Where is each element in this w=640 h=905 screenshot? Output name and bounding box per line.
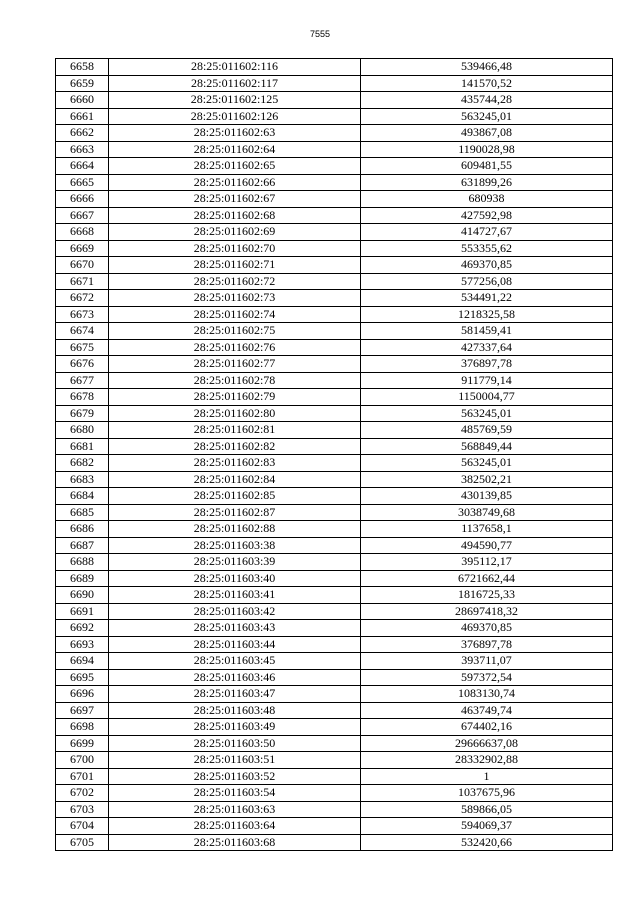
cadastral-number-cell: 28:25:011602:70 <box>109 240 361 257</box>
cadastral-number-cell: 28:25:011603:48 <box>109 702 361 719</box>
cadastral-number-cell: 28:25:011603:46 <box>109 669 361 686</box>
table-row <box>56 471 613 488</box>
table-row <box>56 587 613 604</box>
value-cell: 494590,77 <box>361 537 613 554</box>
value-cell: 376897,78 <box>361 356 613 373</box>
row-number-cell: 6677 <box>56 372 109 389</box>
row-number-cell: 6667 <box>56 207 109 224</box>
value-cell: 376897,78 <box>361 636 613 653</box>
data-table <box>55 58 613 851</box>
value-cell: 1083130,74 <box>361 686 613 703</box>
row-number-cell: 6698 <box>56 719 109 736</box>
table-row <box>56 504 613 521</box>
row-number-cell: 6689 <box>56 570 109 587</box>
row-number-cell: 6670 <box>56 257 109 274</box>
table-row <box>56 108 613 125</box>
row-number-cell: 6673 <box>56 306 109 323</box>
value-cell: 594069,37 <box>361 818 613 835</box>
value-cell: 469370,85 <box>361 620 613 637</box>
table-body <box>56 59 613 851</box>
row-number-cell: 6668 <box>56 224 109 241</box>
row-number-cell: 6661 <box>56 108 109 125</box>
row-number-cell: 6697 <box>56 702 109 719</box>
value-cell: 911779,14 <box>361 372 613 389</box>
value-cell: 28332902,88 <box>361 752 613 769</box>
value-cell: 493867,08 <box>361 125 613 142</box>
table-row <box>56 207 613 224</box>
value-cell: 6721662,44 <box>361 570 613 587</box>
cadastral-number-cell: 28:25:011602:117 <box>109 75 361 92</box>
value-cell: 28697418,32 <box>361 603 613 620</box>
cadastral-number-cell: 28:25:011602:65 <box>109 158 361 175</box>
row-number-cell: 6671 <box>56 273 109 290</box>
row-number-cell: 6672 <box>56 290 109 307</box>
value-cell: 563245,01 <box>361 455 613 472</box>
row-number-cell: 6704 <box>56 818 109 835</box>
row-number-cell: 6662 <box>56 125 109 142</box>
value-cell: 597372,54 <box>361 669 613 686</box>
table-row <box>56 834 613 851</box>
value-cell: 393711,07 <box>361 653 613 670</box>
cadastral-number-cell: 28:25:011602:73 <box>109 290 361 307</box>
table-row <box>56 554 613 571</box>
table-row <box>56 372 613 389</box>
table-row <box>56 686 613 703</box>
table-row <box>56 537 613 554</box>
cadastral-number-cell: 28:25:011602:72 <box>109 273 361 290</box>
cadastral-number-cell: 28:25:011603:44 <box>109 636 361 653</box>
cadastral-number-cell: 28:25:011602:66 <box>109 174 361 191</box>
row-number-cell: 6691 <box>56 603 109 620</box>
cadastral-number-cell: 28:25:011603:50 <box>109 735 361 752</box>
value-cell: 141570,52 <box>361 75 613 92</box>
cadastral-number-cell: 28:25:011602:126 <box>109 108 361 125</box>
table-row <box>56 174 613 191</box>
cadastral-number-cell: 28:25:011602:88 <box>109 521 361 538</box>
cadastral-number-cell: 28:25:011603:42 <box>109 603 361 620</box>
cadastral-number-cell: 28:25:011602:68 <box>109 207 361 224</box>
row-number-cell: 6665 <box>56 174 109 191</box>
value-cell: 581459,41 <box>361 323 613 340</box>
cadastral-number-cell: 28:25:011602:63 <box>109 125 361 142</box>
cadastral-number-cell: 28:25:011602:84 <box>109 471 361 488</box>
value-cell: 563245,01 <box>361 405 613 422</box>
cadastral-number-cell: 28:25:011602:64 <box>109 141 361 158</box>
cadastral-number-cell: 28:25:011602:79 <box>109 389 361 406</box>
row-number-cell: 6701 <box>56 768 109 785</box>
row-number-cell: 6695 <box>56 669 109 686</box>
value-cell: 469370,85 <box>361 257 613 274</box>
value-cell: 427337,64 <box>361 339 613 356</box>
value-cell: 382502,21 <box>361 471 613 488</box>
value-cell: 3038749,68 <box>361 504 613 521</box>
value-cell: 534491,22 <box>361 290 613 307</box>
table-row <box>56 257 613 274</box>
value-cell: 674402,16 <box>361 719 613 736</box>
row-number-cell: 6705 <box>56 834 109 851</box>
row-number-cell: 6703 <box>56 801 109 818</box>
table-row <box>56 669 613 686</box>
row-number-cell: 6676 <box>56 356 109 373</box>
table-row <box>56 702 613 719</box>
value-cell: 1218325,58 <box>361 306 613 323</box>
value-cell: 463749,74 <box>361 702 613 719</box>
value-cell: 1150004,77 <box>361 389 613 406</box>
cadastral-number-cell: 28:25:011602:74 <box>109 306 361 323</box>
cadastral-number-cell: 28:25:011602:116 <box>109 59 361 76</box>
value-cell: 553355,62 <box>361 240 613 257</box>
row-number-cell: 6696 <box>56 686 109 703</box>
row-number-cell: 6694 <box>56 653 109 670</box>
table-row <box>56 273 613 290</box>
cadastral-number-cell: 28:25:011603:38 <box>109 537 361 554</box>
table-row <box>56 422 613 439</box>
table-row <box>56 240 613 257</box>
cadastral-number-cell: 28:25:011603:52 <box>109 768 361 785</box>
value-cell: 680938 <box>361 191 613 208</box>
value-cell: 631899,26 <box>361 174 613 191</box>
cadastral-number-cell: 28:25:011602:81 <box>109 422 361 439</box>
cadastral-number-cell: 28:25:011603:54 <box>109 785 361 802</box>
table-row <box>56 405 613 422</box>
table-row <box>56 339 613 356</box>
row-number-cell: 6681 <box>56 438 109 455</box>
cadastral-number-cell: 28:25:011603:49 <box>109 719 361 736</box>
value-cell: 1190028,98 <box>361 141 613 158</box>
value-cell: 1816725,33 <box>361 587 613 604</box>
table-row <box>56 603 613 620</box>
table-row <box>56 356 613 373</box>
table-row <box>56 785 613 802</box>
row-number-cell: 6688 <box>56 554 109 571</box>
table-row <box>56 59 613 76</box>
value-cell: 29666637,08 <box>361 735 613 752</box>
table-row <box>56 158 613 175</box>
page-number: 7555 <box>309 29 331 39</box>
cadastral-number-cell: 28:25:011603:51 <box>109 752 361 769</box>
row-number-cell: 6687 <box>56 537 109 554</box>
row-number-cell: 6675 <box>56 339 109 356</box>
row-number-cell: 6683 <box>56 471 109 488</box>
table-row <box>56 389 613 406</box>
cadastral-number-cell: 28:25:011603:63 <box>109 801 361 818</box>
row-number-cell: 6666 <box>56 191 109 208</box>
value-cell: 539466,48 <box>361 59 613 76</box>
row-number-cell: 6702 <box>56 785 109 802</box>
cadastral-number-cell: 28:25:011603:40 <box>109 570 361 587</box>
cadastral-number-cell: 28:25:011603:47 <box>109 686 361 703</box>
row-number-cell: 6693 <box>56 636 109 653</box>
table-row <box>56 768 613 785</box>
cadastral-number-cell: 28:25:011603:68 <box>109 834 361 851</box>
table-row <box>56 75 613 92</box>
cadastral-number-cell: 28:25:011602:77 <box>109 356 361 373</box>
table-row <box>56 570 613 587</box>
row-number-cell: 6674 <box>56 323 109 340</box>
value-cell: 427592,98 <box>361 207 613 224</box>
value-cell: 485769,59 <box>361 422 613 439</box>
table-row <box>56 455 613 472</box>
table-row <box>56 125 613 142</box>
table-row <box>56 191 613 208</box>
table-row <box>56 306 613 323</box>
value-cell: 435744,28 <box>361 92 613 109</box>
value-cell: 568849,44 <box>361 438 613 455</box>
value-cell: 589866,05 <box>361 801 613 818</box>
value-cell: 532420,66 <box>361 834 613 851</box>
value-cell: 1137658,1 <box>361 521 613 538</box>
row-number-cell: 6663 <box>56 141 109 158</box>
cadastral-number-cell: 28:25:011602:87 <box>109 504 361 521</box>
cadastral-number-cell: 28:25:011602:125 <box>109 92 361 109</box>
row-number-cell: 6658 <box>56 59 109 76</box>
cadastral-number-cell: 28:25:011602:85 <box>109 488 361 505</box>
cadastral-number-cell: 28:25:011603:39 <box>109 554 361 571</box>
cadastral-number-cell: 28:25:011602:82 <box>109 438 361 455</box>
value-cell: 577256,08 <box>361 273 613 290</box>
cadastral-number-cell: 28:25:011603:41 <box>109 587 361 604</box>
cadastral-number-cell: 28:25:011603:64 <box>109 818 361 835</box>
table-row <box>56 818 613 835</box>
table-row <box>56 801 613 818</box>
cadastral-number-cell: 28:25:011602:69 <box>109 224 361 241</box>
table-row <box>56 636 613 653</box>
row-number-cell: 6660 <box>56 92 109 109</box>
row-number-cell: 6679 <box>56 405 109 422</box>
value-cell: 395112,17 <box>361 554 613 571</box>
cadastral-number-cell: 28:25:011602:67 <box>109 191 361 208</box>
row-number-cell: 6684 <box>56 488 109 505</box>
row-number-cell: 6692 <box>56 620 109 637</box>
table-row <box>56 653 613 670</box>
table-row <box>56 323 613 340</box>
value-cell: 563245,01 <box>361 108 613 125</box>
table-row <box>56 92 613 109</box>
table-row <box>56 438 613 455</box>
cadastral-number-cell: 28:25:011602:71 <box>109 257 361 274</box>
row-number-cell: 6682 <box>56 455 109 472</box>
table-row <box>56 620 613 637</box>
cadastral-number-cell: 28:25:011602:80 <box>109 405 361 422</box>
table-row <box>56 735 613 752</box>
table-row <box>56 488 613 505</box>
cadastral-number-cell: 28:25:011603:45 <box>109 653 361 670</box>
value-cell: 1037675,96 <box>361 785 613 802</box>
row-number-cell: 6685 <box>56 504 109 521</box>
row-number-cell: 6678 <box>56 389 109 406</box>
row-number-cell: 6680 <box>56 422 109 439</box>
value-cell: 430139,85 <box>361 488 613 505</box>
value-cell: 609481,55 <box>361 158 613 175</box>
value-cell: 1 <box>361 768 613 785</box>
row-number-cell: 6669 <box>56 240 109 257</box>
cadastral-number-cell: 28:25:011602:76 <box>109 339 361 356</box>
table-row <box>56 224 613 241</box>
row-number-cell: 6690 <box>56 587 109 604</box>
row-number-cell: 6699 <box>56 735 109 752</box>
cadastral-number-cell: 28:25:011603:43 <box>109 620 361 637</box>
row-number-cell: 6700 <box>56 752 109 769</box>
cadastral-number-cell: 28:25:011602:83 <box>109 455 361 472</box>
table-row <box>56 521 613 538</box>
row-number-cell: 6686 <box>56 521 109 538</box>
value-cell: 414727,67 <box>361 224 613 241</box>
cadastral-number-cell: 28:25:011602:75 <box>109 323 361 340</box>
table-row <box>56 141 613 158</box>
row-number-cell: 6659 <box>56 75 109 92</box>
row-number-cell: 6664 <box>56 158 109 175</box>
cadastral-number-cell: 28:25:011602:78 <box>109 372 361 389</box>
table-row <box>56 752 613 769</box>
table-row <box>56 719 613 736</box>
table-row <box>56 290 613 307</box>
